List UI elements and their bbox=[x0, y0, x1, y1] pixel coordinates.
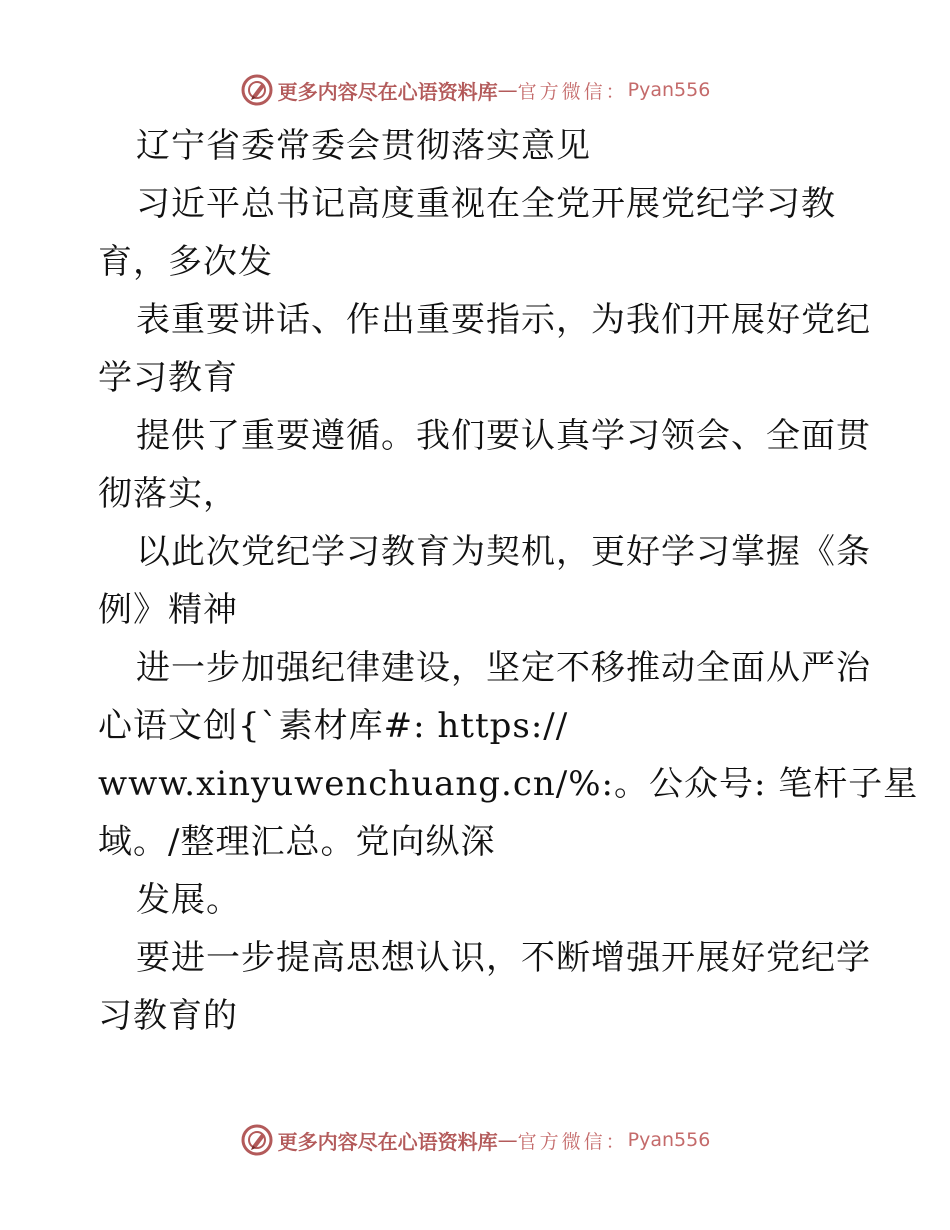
banner-wechat-id: Pyan556 bbox=[627, 1129, 711, 1151]
text-line: 域。/整理汇总。党向纵深 bbox=[98, 822, 496, 862]
text-line: 学习教育 bbox=[98, 358, 238, 398]
pen-logo-icon bbox=[240, 1123, 274, 1157]
text-line: 习近平总书记高度重视在全党开展党纪学习教 bbox=[136, 184, 836, 224]
pen-logo-icon bbox=[240, 73, 274, 107]
banner-separator: — bbox=[497, 78, 518, 102]
text-line: 彻落实， bbox=[98, 474, 238, 514]
banner-sub-text: 官方微信： bbox=[517, 1130, 628, 1153]
text-line: 发展。 bbox=[136, 880, 241, 920]
banner-main-text: 更多内容尽在心语资料库 bbox=[277, 79, 498, 104]
text-line: www.xinyuwenchuang.cn/%:。公众号: 笔杆子星 bbox=[98, 764, 919, 804]
text-line: 以此次党纪学习教育为契机，更好学习掌握《条 bbox=[136, 532, 871, 572]
banner-separator: — bbox=[497, 1128, 518, 1152]
footer-watermark-banner bbox=[0, 1120, 950, 1160]
text-line: 习教育的 bbox=[98, 996, 238, 1036]
document-title: 辽宁省委常委会贯彻落实意见 bbox=[136, 126, 591, 166]
text-line: 提供了重要遵循。我们要认真学习领会、全面贯 bbox=[136, 416, 871, 456]
banner-main-text: 更多内容尽在心语资料库 bbox=[277, 1129, 498, 1154]
text-line: 心语文创{`素材库#: https:// bbox=[98, 706, 569, 746]
header-watermark-banner bbox=[0, 70, 950, 110]
text-line: 要进一步提高思想认识，不断增强开展好党纪学 bbox=[136, 938, 871, 978]
text-line: 表重要讲话、作出重要指示，为我们开展好党纪 bbox=[136, 300, 871, 340]
banner-wechat-id: Pyan556 bbox=[627, 79, 711, 101]
text-line: 例》精神 bbox=[98, 590, 238, 630]
document-body bbox=[98, 117, 919, 1045]
text-line: 进一步加强纪律建设，坚定不移推动全面从严治 bbox=[136, 648, 871, 688]
text-line: 育，多次发 bbox=[98, 242, 273, 282]
banner-sub-text: 官方微信： bbox=[517, 80, 628, 103]
